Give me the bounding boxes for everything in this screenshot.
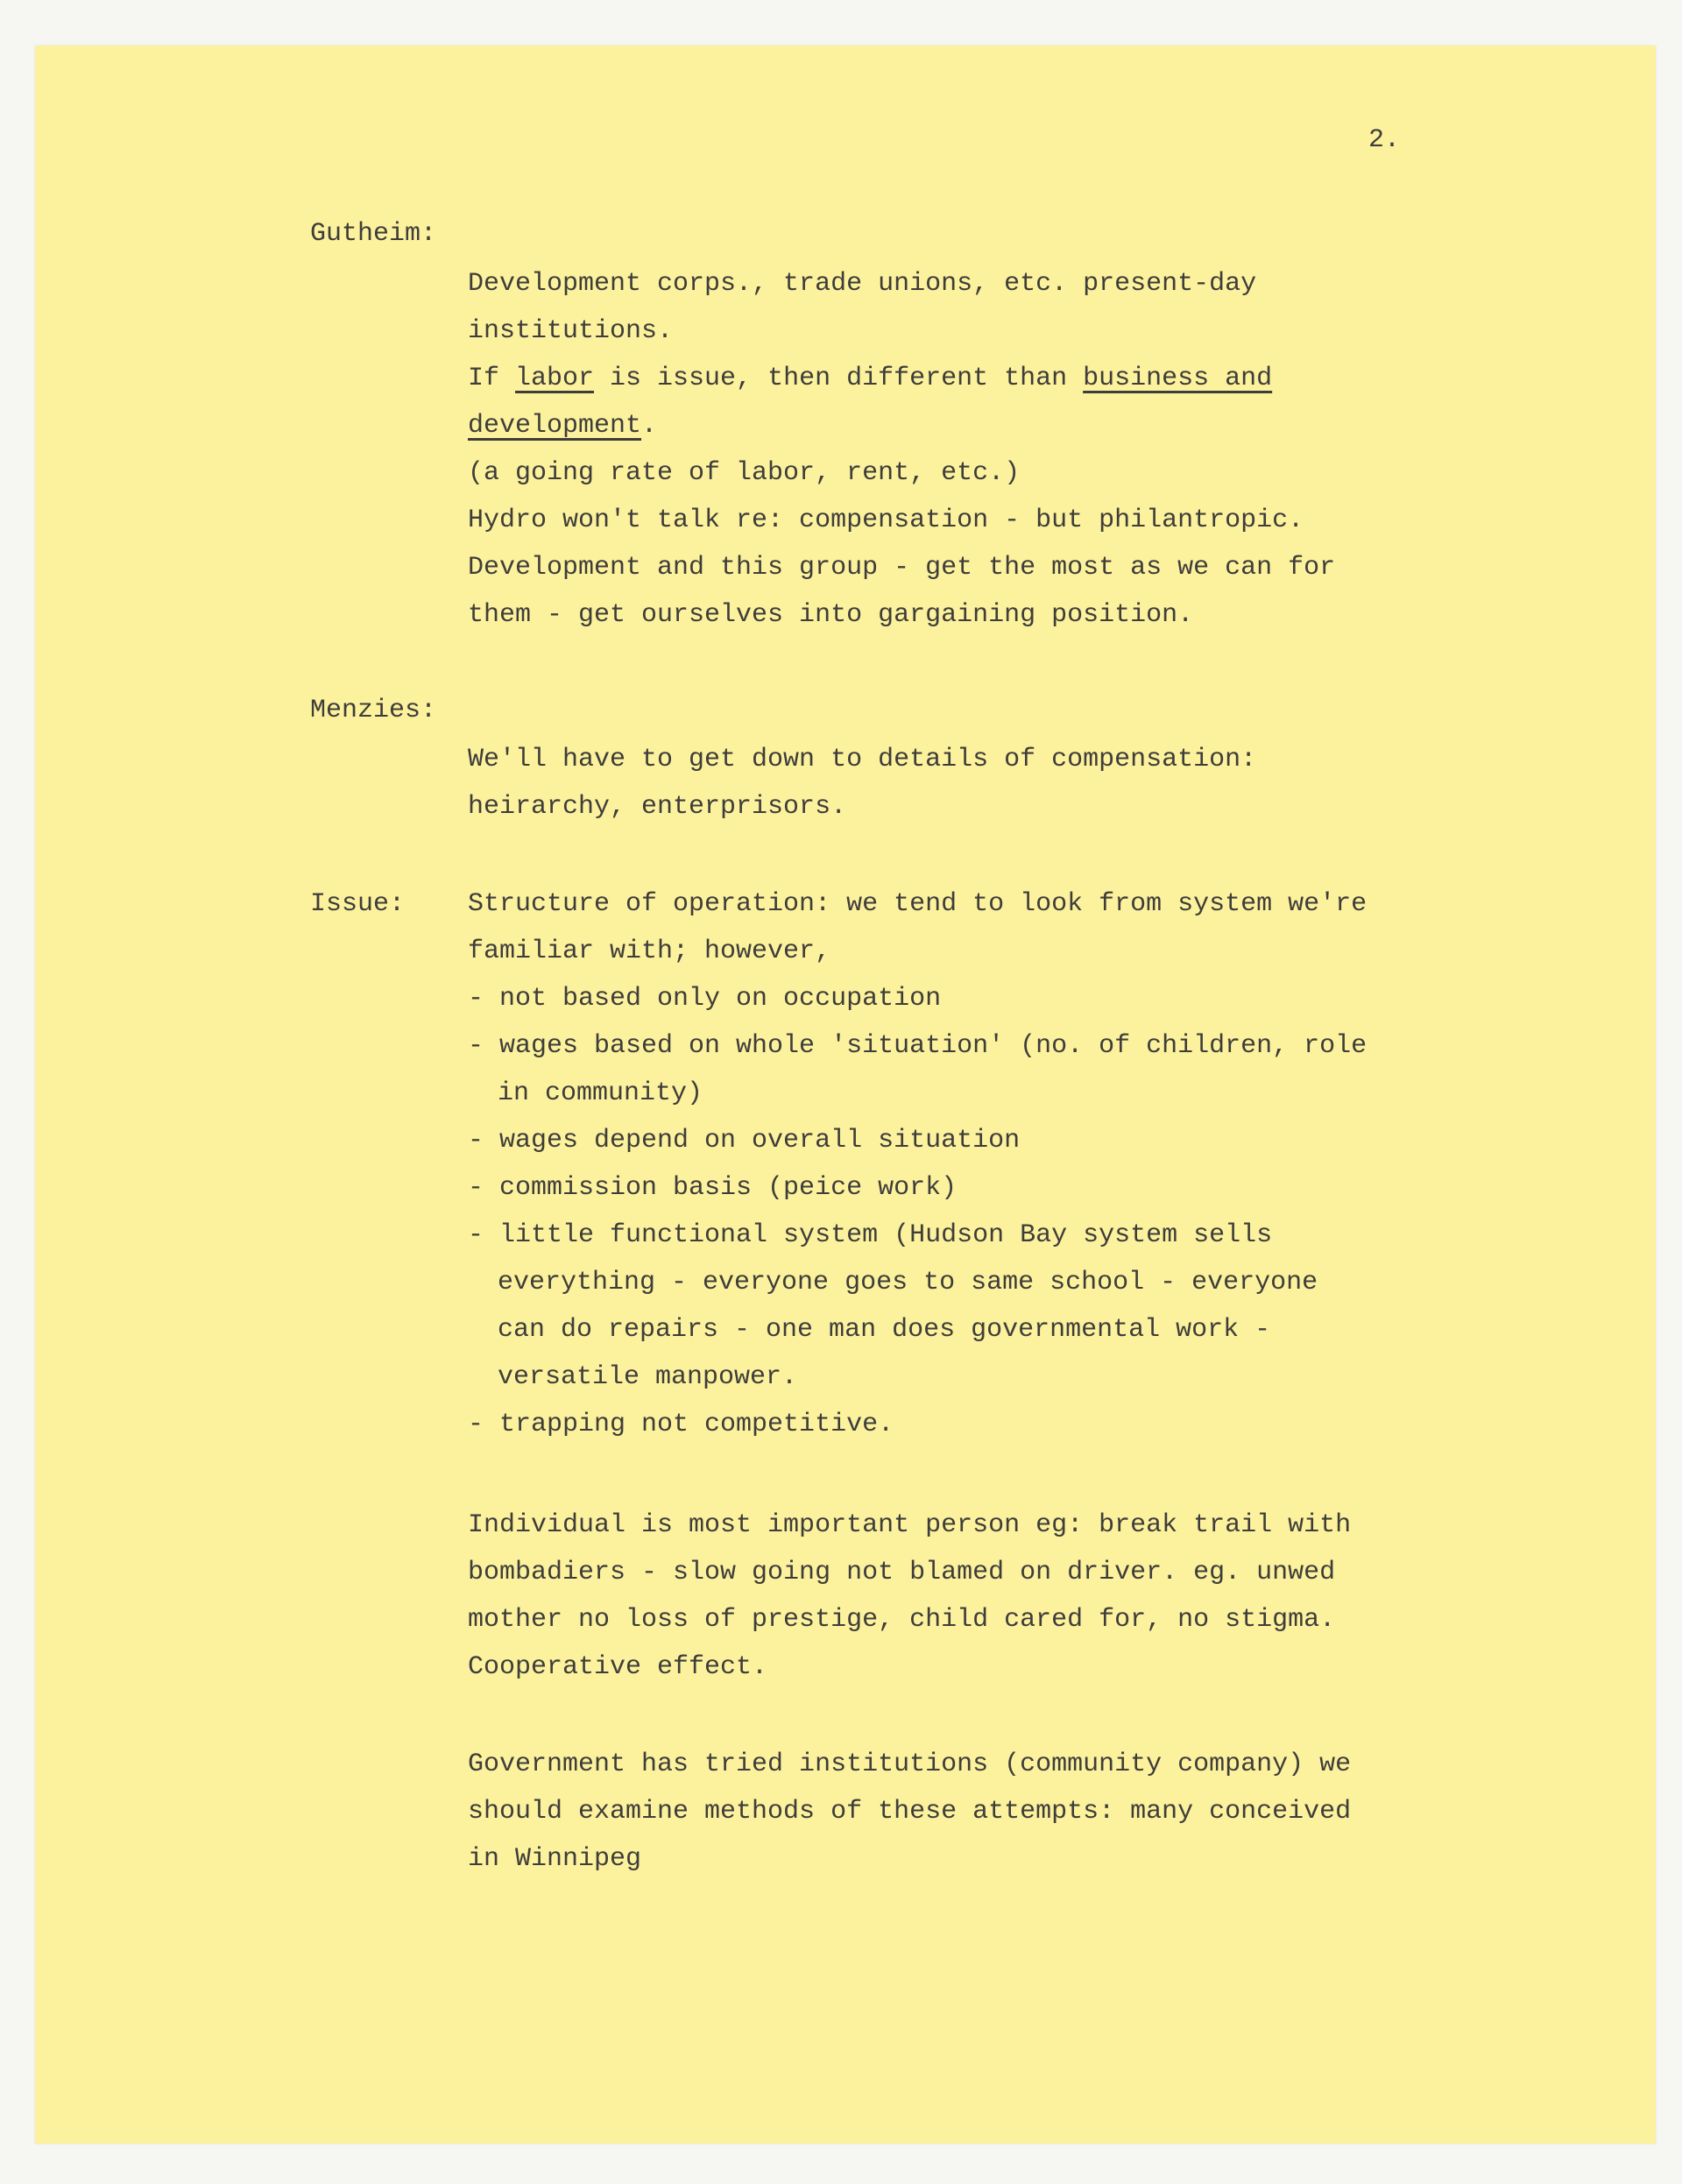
text-line: familiar with; however, — [468, 937, 831, 966]
text-line: in Winnipeg — [468, 1844, 642, 1874]
list-item: - not based only on occupation — [468, 984, 942, 1014]
text-line: Structure of operation: we tend to look from system we're — [468, 889, 1368, 919]
list-item: - wages depend on overall situation — [468, 1126, 1021, 1156]
text-line: Government has tried institutions (community company) we — [468, 1749, 1352, 1779]
text-line: bombadiers - slow going not blamed on driver. eg. unwed — [468, 1558, 1336, 1587]
list-item-continuation: everything - everyone goes to same school - everyone — [498, 1268, 1318, 1297]
list-item-continuation: can do repairs - one man does governmental work - — [498, 1315, 1271, 1345]
list-item: - commission basis (peice work) — [468, 1173, 958, 1203]
menzies-notes — [468, 736, 1414, 830]
underlined-business-and: business and — [1083, 364, 1273, 393]
text-line: them - get ourselves into gargaining position. — [468, 600, 1194, 630]
text-line: should examine methods of these attempts: many conceived — [468, 1797, 1352, 1827]
text-line: Development corps., trade unions, etc. present-day — [468, 269, 1257, 299]
underlined-development: development — [468, 411, 642, 441]
text-line: (a going rate of labor, rent, etc.) — [468, 458, 1021, 488]
list-item: - trapping not competitive. — [468, 1410, 894, 1439]
text-line: Development and this group - get the most as we can for — [468, 553, 1336, 583]
text-line: heirarchy, enterprisors. — [468, 792, 847, 822]
text-line: Cooperative effect. — [468, 1652, 768, 1682]
text-line: Individual is most important person eg: break trail with — [468, 1510, 1352, 1540]
list-item-continuation: in community) — [498, 1078, 703, 1108]
list-item: - little functional system (Hudson Bay system sells — [468, 1220, 1273, 1250]
text-line: development. — [468, 411, 658, 441]
paragraph-government — [468, 1741, 1414, 1883]
text-line: institutions. — [468, 316, 674, 346]
page-number: 2. — [1368, 125, 1401, 155]
text-line: Hydro won't talk re: compensation - but philantropic. — [468, 505, 1304, 535]
speaker-menzies: Menzies: — [310, 696, 437, 725]
issue-notes — [468, 880, 1414, 1448]
list-item-continuation: versatile manpower. — [498, 1362, 798, 1392]
text-line: If labor is issue, then different than business and — [468, 364, 1273, 393]
list-item: - wages based on whole 'situation' (no. of children, role — [468, 1031, 1368, 1061]
gutheim-notes — [468, 260, 1414, 639]
speaker-issue: Issue: — [310, 889, 406, 919]
speaker-gutheim: Gutheim: — [310, 219, 437, 249]
text-line: We'll have to get down to details of compensation: — [468, 745, 1257, 774]
paragraph-individual — [468, 1502, 1414, 1691]
underlined-labor: labor — [515, 364, 595, 393]
text-line: mother no loss of prestige, child cared for, no stigma. — [468, 1605, 1336, 1635]
